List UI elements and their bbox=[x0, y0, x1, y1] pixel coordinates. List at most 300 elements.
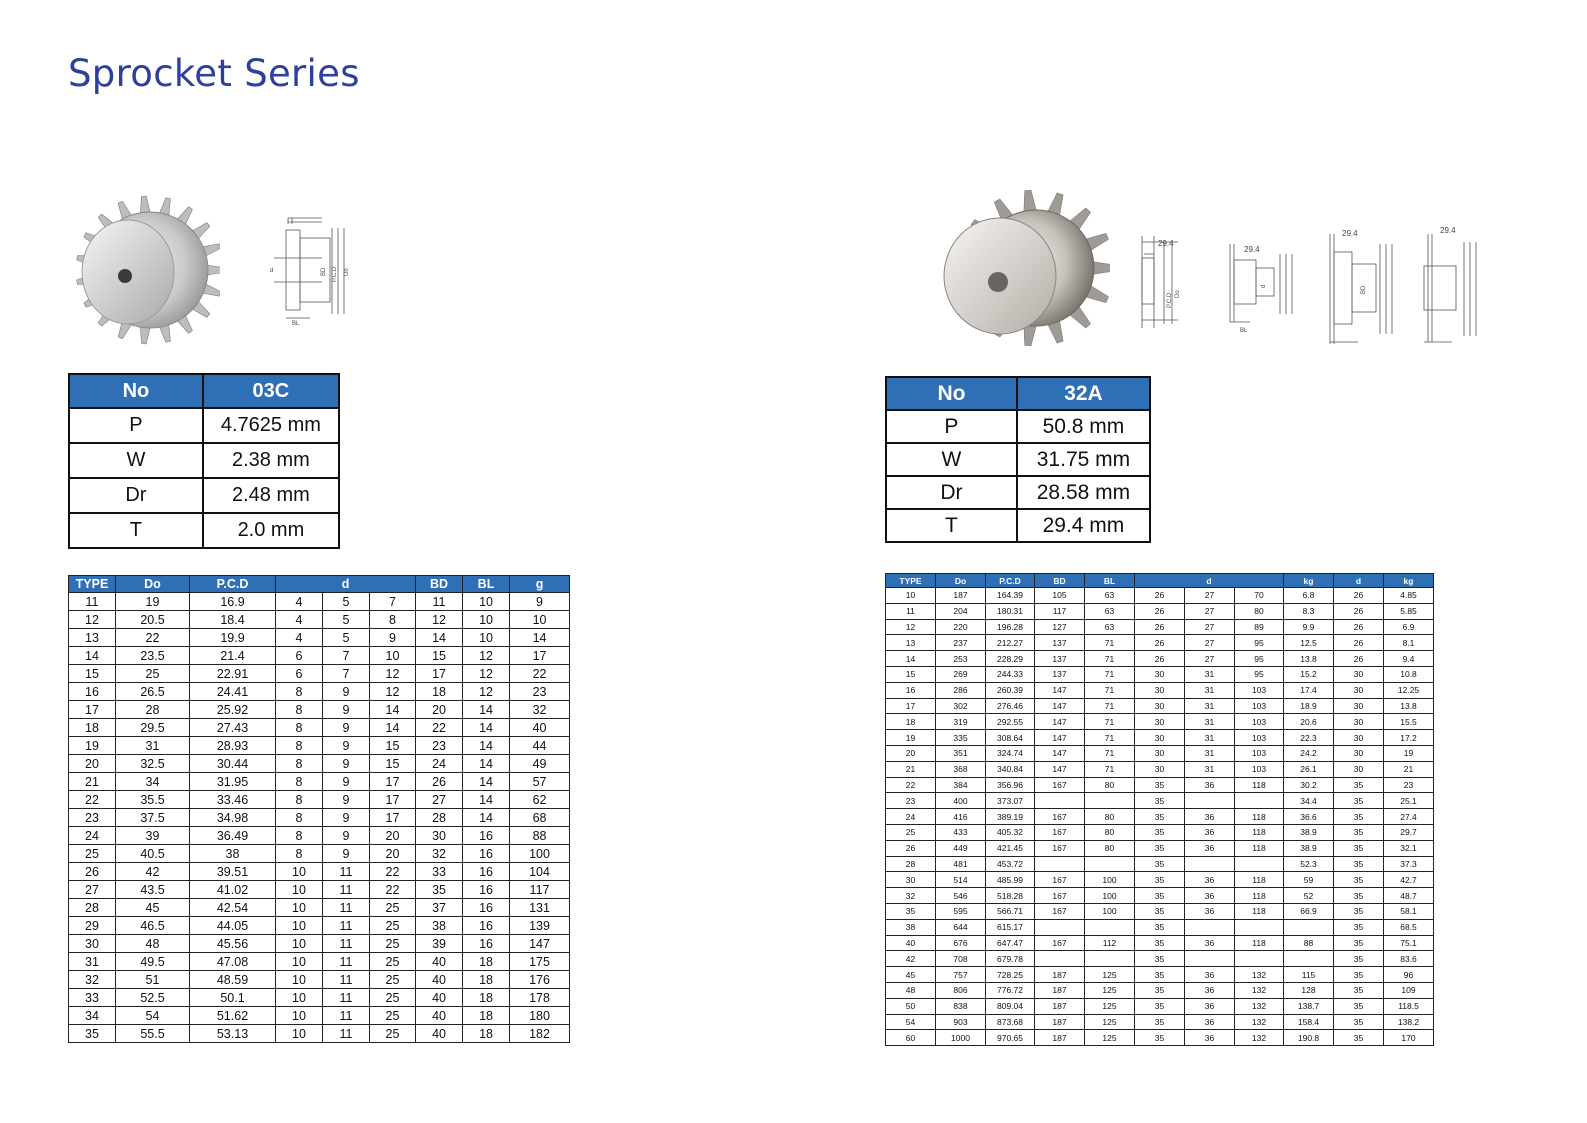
table-cell: 25 bbox=[370, 1007, 416, 1025]
table-row bbox=[69, 755, 570, 773]
table-cell: 35 bbox=[1135, 840, 1185, 856]
table-cell: 14 bbox=[463, 809, 510, 827]
table-cell: 187 bbox=[936, 588, 986, 604]
table-cell: 35 bbox=[1334, 982, 1384, 998]
table-cell: 27 bbox=[1185, 603, 1235, 619]
table-cell: 5 bbox=[323, 593, 370, 611]
table-cell: 36 bbox=[1185, 935, 1235, 951]
table-cell: 71 bbox=[1085, 682, 1135, 698]
table-cell: 10 bbox=[276, 1007, 323, 1025]
spec-table-32a bbox=[885, 376, 1151, 543]
table-cell: 15 bbox=[370, 737, 416, 755]
table-cell: 5.85 bbox=[1384, 603, 1434, 619]
table-cell: 22 bbox=[370, 881, 416, 899]
drawing-label-pcd: P.C.D bbox=[332, 266, 338, 282]
table-cell: 14 bbox=[463, 737, 510, 755]
table-cell: 35 bbox=[1135, 856, 1185, 872]
table-cell: 35 bbox=[1334, 919, 1384, 935]
table-cell: 809.04 bbox=[986, 998, 1035, 1014]
table-cell: 22 bbox=[886, 777, 936, 793]
spec-param: T bbox=[69, 513, 203, 548]
table-cell: 48.59 bbox=[190, 971, 276, 989]
table-cell: 12 bbox=[463, 665, 510, 683]
table-cell: 25 bbox=[370, 1025, 416, 1043]
table-cell: 35 bbox=[1334, 1014, 1384, 1030]
table-cell: 8 bbox=[276, 737, 323, 755]
table-cell: 11 bbox=[323, 971, 370, 989]
table-cell: 88 bbox=[510, 827, 570, 845]
table-cell bbox=[1235, 856, 1284, 872]
table-cell: 22 bbox=[370, 863, 416, 881]
spec-param: T bbox=[886, 509, 1017, 542]
table-cell: 49 bbox=[510, 755, 570, 773]
table-row bbox=[69, 845, 570, 863]
table-cell: 28 bbox=[116, 701, 190, 719]
table-cell bbox=[1085, 919, 1135, 935]
table-cell: 518.28 bbox=[986, 888, 1035, 904]
table-row bbox=[69, 971, 570, 989]
table-cell: 728.25 bbox=[986, 967, 1035, 983]
table-cell: 276.46 bbox=[986, 698, 1035, 714]
table-cell: 647.47 bbox=[986, 935, 1035, 951]
table-cell: 35 bbox=[1135, 872, 1185, 888]
table-cell: 24.2 bbox=[1284, 745, 1334, 761]
drawing-label-d: d bbox=[270, 268, 274, 274]
table-cell: 14 bbox=[510, 629, 570, 647]
table-cell: 66.9 bbox=[1284, 903, 1334, 919]
table-row bbox=[886, 998, 1434, 1014]
table-cell: 23 bbox=[886, 793, 936, 809]
table-cell: 11 bbox=[886, 603, 936, 619]
table-cell: 15 bbox=[69, 665, 116, 683]
table-cell: 30 bbox=[1135, 714, 1185, 730]
column-header: BL bbox=[1085, 574, 1135, 588]
drawing-label-d: d bbox=[1261, 284, 1267, 288]
table-cell: 26 bbox=[69, 863, 116, 881]
table-cell: 24 bbox=[886, 809, 936, 825]
table-cell: 30.44 bbox=[190, 755, 276, 773]
table-row bbox=[886, 967, 1434, 983]
table-cell: 70 bbox=[1235, 588, 1284, 604]
table-cell: 190.8 bbox=[1284, 1030, 1334, 1046]
table-cell: 35 bbox=[1135, 1014, 1185, 1030]
table-cell: 26 bbox=[1334, 603, 1384, 619]
table-cell: 21 bbox=[69, 773, 116, 791]
table-cell: 8 bbox=[276, 845, 323, 863]
table-cell: 10 bbox=[463, 629, 510, 647]
table-row bbox=[886, 666, 1434, 682]
table-cell: 62 bbox=[510, 791, 570, 809]
table-cell: 10 bbox=[276, 935, 323, 953]
table-row bbox=[69, 683, 570, 701]
table-cell: 9.4 bbox=[1384, 651, 1434, 667]
table-cell: 8 bbox=[276, 683, 323, 701]
table-cell: 118 bbox=[1235, 840, 1284, 856]
table-cell: 546 bbox=[936, 888, 986, 904]
spec-value: 4.7625 mm bbox=[203, 408, 339, 443]
table-cell: 95 bbox=[1235, 635, 1284, 651]
table-cell: 18 bbox=[463, 971, 510, 989]
spec-value: 2.48 mm bbox=[203, 478, 339, 513]
table-cell: 6 bbox=[276, 665, 323, 683]
table-cell: 42 bbox=[116, 863, 190, 881]
table-cell: 9 bbox=[323, 827, 370, 845]
table-cell: 23 bbox=[1384, 777, 1434, 793]
table-cell bbox=[1035, 856, 1085, 872]
table-cell: 30 bbox=[1334, 745, 1384, 761]
table-cell: 36 bbox=[1185, 840, 1235, 856]
table-cell: 36 bbox=[1185, 903, 1235, 919]
table-cell: 31 bbox=[1185, 698, 1235, 714]
table-cell: 11 bbox=[323, 953, 370, 971]
table-cell: 167 bbox=[1035, 935, 1085, 951]
table-cell: 24 bbox=[416, 755, 463, 773]
table-cell: 19 bbox=[886, 730, 936, 746]
table-cell: 164.39 bbox=[986, 588, 1035, 604]
table-cell: 9 bbox=[323, 809, 370, 827]
table-cell: 244.33 bbox=[986, 666, 1035, 682]
column-header: d bbox=[276, 576, 416, 593]
table-cell: 37.3 bbox=[1384, 856, 1434, 872]
table-cell: 52.5 bbox=[116, 989, 190, 1007]
table-cell: 167 bbox=[1035, 903, 1085, 919]
table-cell: 83.6 bbox=[1384, 951, 1434, 967]
table-cell: 15 bbox=[886, 666, 936, 682]
table-cell: 228.29 bbox=[986, 651, 1035, 667]
column-header: Do bbox=[936, 574, 986, 588]
table-cell: 12 bbox=[69, 611, 116, 629]
table-cell: 30 bbox=[1334, 666, 1384, 682]
table-cell: 80 bbox=[1085, 824, 1135, 840]
table-cell: 40 bbox=[416, 1007, 463, 1025]
technical-drawing-03c bbox=[262, 210, 358, 328]
table-cell: 16 bbox=[463, 881, 510, 899]
table-cell: 676 bbox=[936, 935, 986, 951]
table-cell: 9 bbox=[323, 701, 370, 719]
table-cell: 22.3 bbox=[1284, 730, 1334, 746]
table-cell: 44.05 bbox=[190, 917, 276, 935]
table-cell: 35 bbox=[1135, 1030, 1185, 1046]
table-header-row bbox=[886, 574, 1434, 588]
table-row bbox=[886, 588, 1434, 604]
table-cell: 8 bbox=[276, 755, 323, 773]
table-cell: 8 bbox=[276, 773, 323, 791]
table-cell: 25.92 bbox=[190, 701, 276, 719]
table-cell: 11 bbox=[323, 917, 370, 935]
table-row bbox=[886, 903, 1434, 919]
table-cell: 158.4 bbox=[1284, 1014, 1334, 1030]
table-cell: 5 bbox=[323, 629, 370, 647]
table-cell: 22.91 bbox=[190, 665, 276, 683]
column-header: P.C.D bbox=[986, 574, 1035, 588]
table-cell: 40 bbox=[416, 953, 463, 971]
table-cell: 12 bbox=[886, 619, 936, 635]
table-cell: 45.56 bbox=[190, 935, 276, 953]
table-cell: 10.8 bbox=[1384, 666, 1434, 682]
table-cell: 35 bbox=[1135, 998, 1185, 1014]
column-header: d bbox=[1334, 574, 1384, 588]
table-cell bbox=[1185, 919, 1235, 935]
table-cell: 35 bbox=[416, 881, 463, 899]
table-cell: 30 bbox=[886, 872, 936, 888]
table-cell: 12 bbox=[370, 665, 416, 683]
table-cell: 324.74 bbox=[986, 745, 1035, 761]
table-cell: 95 bbox=[1235, 666, 1284, 682]
table-cell: 29.5 bbox=[116, 719, 190, 737]
table-row bbox=[886, 856, 1434, 872]
table-cell: 147 bbox=[1035, 682, 1085, 698]
table-cell: 100 bbox=[1085, 872, 1135, 888]
table-cell: 40.5 bbox=[116, 845, 190, 863]
table-cell: 20.5 bbox=[116, 611, 190, 629]
table-cell: 32 bbox=[69, 971, 116, 989]
drawing-label-bd: BD bbox=[321, 267, 327, 276]
table-cell: 35 bbox=[1135, 919, 1185, 935]
table-cell: 7 bbox=[370, 593, 416, 611]
table-cell bbox=[1035, 793, 1085, 809]
table-cell: 104 bbox=[510, 863, 570, 881]
table-cell: 180 bbox=[510, 1007, 570, 1025]
spec-param: Dr bbox=[69, 478, 203, 513]
table-cell: 405.32 bbox=[986, 824, 1035, 840]
table-cell: 292.55 bbox=[986, 714, 1035, 730]
table-cell: 42.54 bbox=[190, 899, 276, 917]
spec-value: 31.75 mm bbox=[1017, 443, 1150, 476]
table-cell: 35 bbox=[1135, 951, 1185, 967]
table-cell: 103 bbox=[1235, 745, 1284, 761]
table-cell: 29.7 bbox=[1384, 824, 1434, 840]
table-cell: 71 bbox=[1085, 714, 1135, 730]
table-cell: 187 bbox=[1035, 982, 1085, 998]
table-cell: 55.5 bbox=[116, 1025, 190, 1043]
table-cell: 4 bbox=[276, 611, 323, 629]
table-cell: 10 bbox=[276, 863, 323, 881]
table-cell: 58.1 bbox=[1384, 903, 1434, 919]
table-cell: 708 bbox=[936, 951, 986, 967]
table-cell: 679.78 bbox=[986, 951, 1035, 967]
table-cell: 11 bbox=[323, 1007, 370, 1025]
table-cell: 25.1 bbox=[1384, 793, 1434, 809]
table-cell: 35 bbox=[1334, 777, 1384, 793]
table-cell: 71 bbox=[1085, 698, 1135, 714]
spec-header-model: 32A bbox=[1017, 377, 1150, 410]
sprocket-photo-03c bbox=[70, 188, 220, 350]
table-row bbox=[69, 737, 570, 755]
column-header: BL bbox=[463, 576, 510, 593]
table-cell: 21.4 bbox=[190, 647, 276, 665]
table-cell: 11 bbox=[69, 593, 116, 611]
table-row bbox=[886, 619, 1434, 635]
table-cell: 38.9 bbox=[1284, 840, 1334, 856]
table-cell: 138.2 bbox=[1384, 1014, 1434, 1030]
drawing-label-bl: BL bbox=[1240, 328, 1248, 334]
table-cell: 27.4 bbox=[1384, 809, 1434, 825]
table-row bbox=[886, 698, 1434, 714]
column-header: kg bbox=[1384, 574, 1434, 588]
table-cell: 88 bbox=[1284, 935, 1334, 951]
table-cell: 103 bbox=[1235, 761, 1284, 777]
table-cell: 373.07 bbox=[986, 793, 1035, 809]
table-cell: 103 bbox=[1235, 698, 1284, 714]
table-cell: 10 bbox=[463, 611, 510, 629]
table-cell: 6 bbox=[276, 647, 323, 665]
table-cell: 34.4 bbox=[1284, 793, 1334, 809]
table-cell: 24 bbox=[69, 827, 116, 845]
table-cell bbox=[1185, 856, 1235, 872]
table-cell: 71 bbox=[1085, 635, 1135, 651]
column-header: kg bbox=[1284, 574, 1334, 588]
table-cell: 118 bbox=[1235, 809, 1284, 825]
table-cell: 30 bbox=[1334, 698, 1384, 714]
table-cell: 20 bbox=[416, 701, 463, 719]
column-header: TYPE bbox=[886, 574, 936, 588]
table-cell: 22 bbox=[510, 665, 570, 683]
table-cell: 26.1 bbox=[1284, 761, 1334, 777]
spec-value: 29.4 mm bbox=[1017, 509, 1150, 542]
table-cell: 40 bbox=[416, 1025, 463, 1043]
table-cell: 31 bbox=[1185, 682, 1235, 698]
table-cell: 32 bbox=[886, 888, 936, 904]
spec-table-03c bbox=[68, 373, 340, 549]
table-cell: 212.27 bbox=[986, 635, 1035, 651]
table-cell: 23 bbox=[510, 683, 570, 701]
table-cell: 147 bbox=[1035, 745, 1085, 761]
table-cell: 25 bbox=[370, 989, 416, 1007]
table-row bbox=[886, 730, 1434, 746]
table-cell: 30 bbox=[1135, 698, 1185, 714]
table-cell: 147 bbox=[510, 935, 570, 953]
table-cell: 10 bbox=[276, 971, 323, 989]
table-cell: 35 bbox=[1334, 888, 1384, 904]
table-cell: 167 bbox=[1035, 872, 1085, 888]
table-cell bbox=[1085, 856, 1135, 872]
table-cell: 41.02 bbox=[190, 881, 276, 899]
table-cell: 40 bbox=[886, 935, 936, 951]
table-cell: 9 bbox=[323, 845, 370, 863]
table-cell: 237 bbox=[936, 635, 986, 651]
table-row bbox=[69, 953, 570, 971]
table-cell: 118 bbox=[1235, 824, 1284, 840]
table-cell: 8 bbox=[276, 827, 323, 845]
table-cell: 26 bbox=[1135, 603, 1185, 619]
table-cell: 24.41 bbox=[190, 683, 276, 701]
table-row bbox=[69, 881, 570, 899]
table-cell: 566.71 bbox=[986, 903, 1035, 919]
table-cell: 26 bbox=[416, 773, 463, 791]
table-cell: 138.7 bbox=[1284, 998, 1334, 1014]
table-row bbox=[886, 840, 1434, 856]
table-cell: 5 bbox=[323, 611, 370, 629]
table-cell: 182 bbox=[510, 1025, 570, 1043]
table-cell: 9 bbox=[323, 719, 370, 737]
table-cell: 71 bbox=[1085, 730, 1135, 746]
table-cell: 167 bbox=[1035, 809, 1085, 825]
table-cell: 36 bbox=[1185, 824, 1235, 840]
table-cell: 27 bbox=[1185, 619, 1235, 635]
table-cell: 35 bbox=[1135, 903, 1185, 919]
table-cell: 22 bbox=[116, 629, 190, 647]
spec-value: 28.58 mm bbox=[1017, 476, 1150, 509]
dimension-table-32a bbox=[885, 573, 1434, 1046]
table-cell: 35 bbox=[1135, 982, 1185, 998]
table-cell: 38 bbox=[416, 917, 463, 935]
table-cell bbox=[1035, 919, 1085, 935]
table-cell: 12.5 bbox=[1284, 635, 1334, 651]
table-cell: 35 bbox=[1334, 903, 1384, 919]
spec-param: W bbox=[69, 443, 203, 478]
table-cell: 757 bbox=[936, 967, 986, 983]
table-cell: 253 bbox=[936, 651, 986, 667]
table-cell: 10 bbox=[276, 917, 323, 935]
table-cell: 30 bbox=[1334, 730, 1384, 746]
table-cell bbox=[1085, 793, 1135, 809]
table-cell bbox=[1235, 919, 1284, 935]
table-cell: 269 bbox=[936, 666, 986, 682]
table-cell: 9 bbox=[510, 593, 570, 611]
table-cell: 13 bbox=[69, 629, 116, 647]
table-cell: 644 bbox=[936, 919, 986, 935]
table-cell: 18 bbox=[463, 1007, 510, 1025]
table-row bbox=[886, 745, 1434, 761]
table-cell: 128 bbox=[1284, 982, 1334, 998]
table-cell: 35 bbox=[1334, 872, 1384, 888]
table-cell: 27 bbox=[416, 791, 463, 809]
table-header-row bbox=[69, 576, 570, 593]
table-cell: 187 bbox=[1035, 967, 1085, 983]
table-row bbox=[69, 899, 570, 917]
table-cell: 54 bbox=[116, 1007, 190, 1025]
table-cell: 23 bbox=[69, 809, 116, 827]
spec-param: Dr bbox=[886, 476, 1017, 509]
table-cell: 20 bbox=[886, 745, 936, 761]
table-row bbox=[886, 809, 1434, 825]
table-cell: 776.72 bbox=[986, 982, 1035, 998]
table-cell: 196.28 bbox=[986, 619, 1035, 635]
table-cell: 25 bbox=[370, 971, 416, 989]
table-cell: 27 bbox=[1185, 588, 1235, 604]
table-cell: 34 bbox=[116, 773, 190, 791]
table-cell: 14 bbox=[463, 791, 510, 809]
table-cell: 20 bbox=[69, 755, 116, 773]
table-cell: 80 bbox=[1085, 809, 1135, 825]
table-cell: 25 bbox=[116, 665, 190, 683]
table-cell: 167 bbox=[1035, 888, 1085, 904]
table-cell: 187 bbox=[1035, 998, 1085, 1014]
table-cell: 20 bbox=[370, 845, 416, 863]
table-cell: 132 bbox=[1235, 967, 1284, 983]
table-cell: 45 bbox=[116, 899, 190, 917]
table-cell: 10 bbox=[463, 593, 510, 611]
table-cell: 4.85 bbox=[1384, 588, 1434, 604]
table-cell: 35 bbox=[1334, 967, 1384, 983]
table-cell: 14 bbox=[463, 719, 510, 737]
table-cell: 147 bbox=[1035, 761, 1085, 777]
spec-value: 50.8 mm bbox=[1017, 410, 1150, 443]
table-cell: 29 bbox=[69, 917, 116, 935]
table-cell: 167 bbox=[1035, 840, 1085, 856]
table-cell: 36 bbox=[1185, 1014, 1235, 1030]
table-cell: 170 bbox=[1384, 1030, 1434, 1046]
table-cell: 26 bbox=[1334, 588, 1384, 604]
table-cell: 127 bbox=[1035, 619, 1085, 635]
table-row bbox=[886, 872, 1434, 888]
table-cell: 26 bbox=[1135, 651, 1185, 667]
table-row bbox=[886, 935, 1434, 951]
table-cell bbox=[1284, 919, 1334, 935]
table-cell: 125 bbox=[1085, 1014, 1135, 1030]
table-cell: 16 bbox=[463, 845, 510, 863]
table-cell: 11 bbox=[416, 593, 463, 611]
